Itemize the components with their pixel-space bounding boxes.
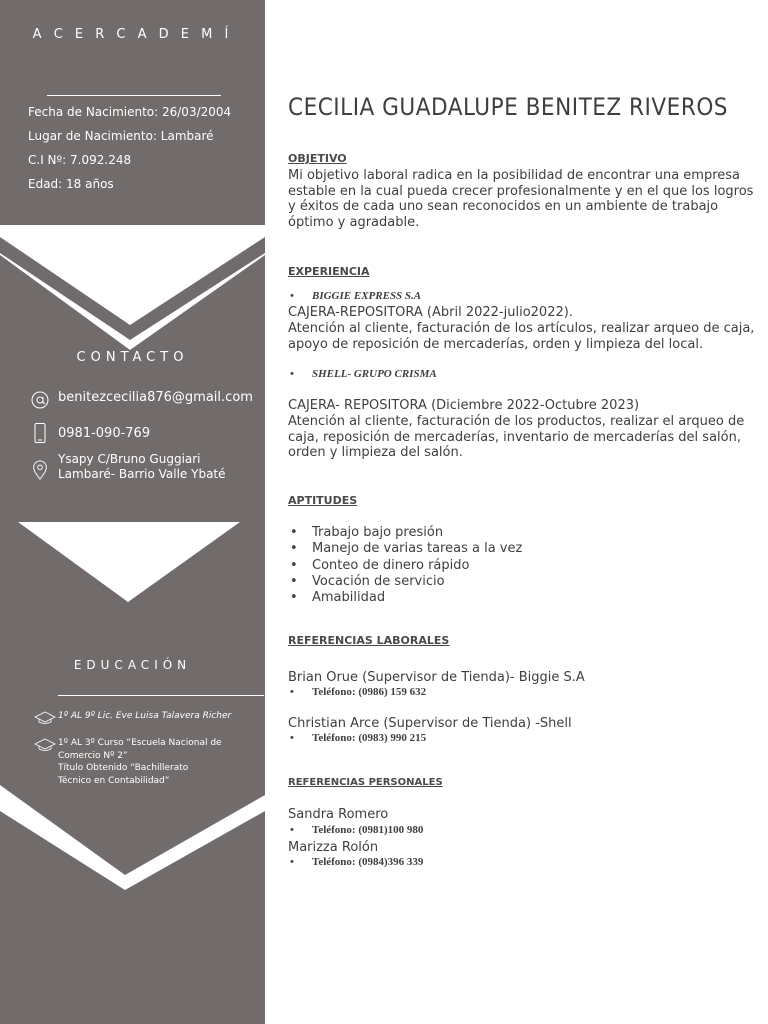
about-title: A C E R C A D E M Í bbox=[32, 27, 233, 42]
skill-item: • Trabajo bajo presión bbox=[312, 525, 522, 541]
education-line: Comercio Nº 2” bbox=[58, 750, 128, 761]
reference-name: Marizza Rolón bbox=[288, 840, 379, 855]
address-line-1: Ysapy C/Bruno Guggiari bbox=[58, 452, 201, 466]
job-description: Atención al cliente, facturación de los artículos, realizar arqueo de caja, apoyo de reposición de mercaderías, orden y limpieza del local. bbox=[288, 321, 755, 352]
education-line: 1º AL 3º Curso “Escuela Nacional de bbox=[58, 738, 222, 748]
reference-name: Brian Orue (Supervisor de Tienda)- Biggie S.A bbox=[288, 670, 585, 685]
skill-item: • Conteo de dinero rápido bbox=[312, 558, 522, 574]
education-item bbox=[34, 737, 222, 787]
experience-heading: EXPERIENCIA bbox=[288, 265, 370, 278]
mobile-phone-icon bbox=[30, 423, 50, 443]
contact-address bbox=[30, 452, 226, 482]
education-item bbox=[34, 710, 231, 725]
job-description: Atención al cliente, facturación de los productos, realizar el arqueo de caja, reposición de mercaderías, inventario de mercaderías del salón, orden y limpieza del salón. bbox=[288, 414, 745, 460]
job-role: CAJERA- REPOSITORA (Diciembre 2022-Octubre 2023) bbox=[288, 398, 640, 413]
contact-email[interactable] bbox=[30, 390, 253, 410]
skill-item: • Vocación de servicio bbox=[312, 574, 522, 590]
education-title: EDUCACIÓN bbox=[73, 658, 192, 672]
education-line: Técnico en Contabilidad” bbox=[58, 775, 170, 786]
company-name: • SHELL- GRUPO CRISMA bbox=[312, 368, 437, 380]
chevron-divider-bottom bbox=[0, 785, 265, 895]
graduation-cap-icon bbox=[34, 711, 56, 725]
reference-phone: • Teléfono: (0984)396 339 bbox=[312, 856, 423, 868]
email-text: benitezcecilia876@gmail.com bbox=[58, 390, 253, 405]
education-line: Título Obtenido “Bachillerato bbox=[58, 763, 189, 773]
personal-references-heading: REFERENCIAS PERSONALES bbox=[288, 777, 443, 788]
phone-text: 0981-090-769 bbox=[58, 426, 151, 441]
work-references-heading: REFERENCIAS LABORALES bbox=[288, 634, 450, 647]
skill-item: • Manejo de varias tareas a la vez bbox=[312, 541, 522, 557]
reference-phone: • Teléfono: (0983) 990 215 bbox=[312, 732, 426, 744]
skills-list bbox=[312, 525, 522, 606]
age: Edad: 18 años bbox=[28, 177, 114, 191]
graduation-cap-icon bbox=[34, 738, 56, 752]
reference-phone: • Teléfono: (0981)100 980 bbox=[312, 824, 423, 836]
job-role: CAJERA-REPOSITORA (Abril 2022-julio2022). bbox=[288, 305, 573, 320]
chevron-divider-middle bbox=[0, 522, 265, 604]
company-name: • BIGGIE EXPRESS S.A bbox=[312, 290, 421, 302]
birth-place: Lugar de Nacimiento: Lambaré bbox=[28, 129, 214, 143]
full-name: CECILIA GUADALUPE BENITEZ RIVEROS bbox=[288, 93, 729, 121]
reference-name: Christian Arce (Supervisor de Tienda) -Shell bbox=[288, 716, 572, 731]
objective-text: Mi objetivo laboral radica en la posibilidad de encontrar una empresa estable en la cual pueda crecer profesionalmente y en el que los logros y éxitos de cada uno sean reconocidos en un ambiente de trabajo óptimo y agradable. bbox=[288, 168, 754, 230]
skills-heading: APTITUDES bbox=[288, 494, 358, 507]
objective-heading: OBJETIVO bbox=[288, 152, 347, 165]
skill-item: • Amabilidad bbox=[312, 590, 522, 606]
divider bbox=[47, 95, 221, 96]
reference-name: Sandra Romero bbox=[288, 807, 389, 822]
education-line: 1º AL 9º Lic. Eve Luisa Talavera Richer bbox=[58, 711, 232, 721]
chevron-divider-top bbox=[0, 225, 265, 350]
at-sign-icon bbox=[30, 390, 50, 410]
reference-phone: • Teléfono: (0986) 159 632 bbox=[312, 686, 426, 698]
contact-title: CONTACTO bbox=[76, 350, 189, 365]
divider bbox=[58, 695, 264, 696]
sidebar bbox=[0, 0, 265, 1024]
id-number: C.I Nº: 7.092.248 bbox=[28, 153, 132, 167]
location-pin-icon bbox=[30, 460, 50, 480]
address-line-2: Lambaré- Barrio Valle Ybaté bbox=[58, 467, 226, 481]
birth-date: Fecha de Nacimiento: 26/03/2004 bbox=[28, 105, 232, 119]
contact-phone[interactable] bbox=[30, 423, 150, 443]
